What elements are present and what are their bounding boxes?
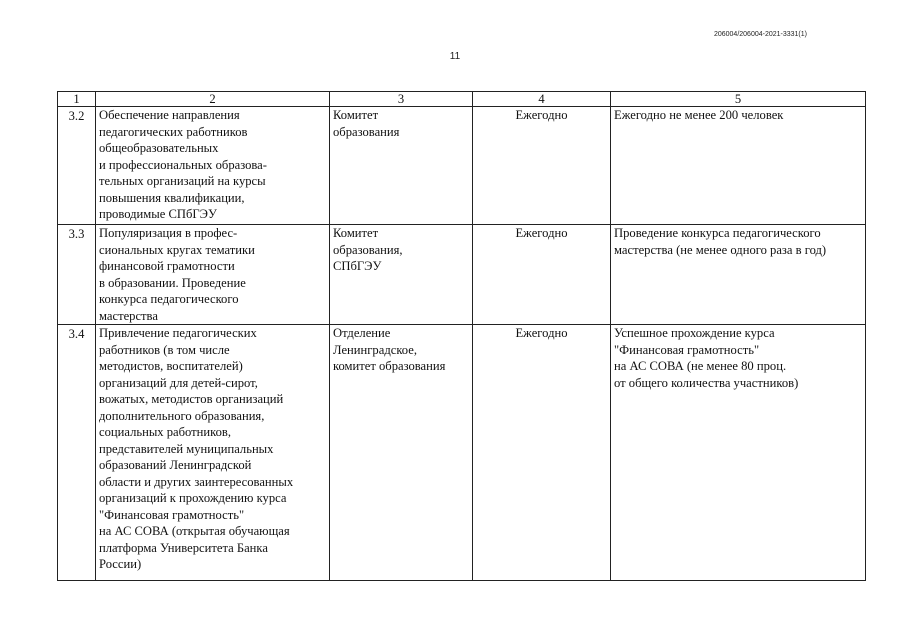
page-number: 11 bbox=[449, 51, 461, 62]
activity-line: образований Ленинградской bbox=[99, 458, 252, 472]
plan-table bbox=[57, 91, 866, 581]
executor-line: образования, bbox=[333, 242, 403, 257]
row-number-cell: 3.4 bbox=[58, 325, 96, 581]
result-line: Проведение конкурса педагогического bbox=[614, 226, 821, 240]
table-row bbox=[58, 107, 866, 225]
executor-cell bbox=[330, 225, 473, 325]
activity-line: на АС СОВА (открытая обучающая bbox=[99, 524, 290, 538]
executor-line: комитет образования bbox=[333, 359, 446, 373]
activity-line: и профессиональных образова- bbox=[99, 157, 267, 172]
activity-line: России) bbox=[99, 557, 142, 571]
row-number-cell: 3.3 bbox=[58, 225, 96, 325]
executor-cell bbox=[330, 107, 473, 225]
activity-line: в образовании. Проведение bbox=[99, 275, 246, 290]
activity-cell bbox=[96, 325, 330, 581]
table-row bbox=[58, 225, 866, 325]
executor-line: СПбГЭУ bbox=[333, 259, 382, 273]
executor-cell bbox=[330, 325, 473, 581]
activity-line: вожатых, методистов организаций bbox=[99, 392, 284, 406]
activity-line: методистов, воспитателей) bbox=[99, 359, 243, 373]
period-cell: Ежегодно bbox=[473, 325, 611, 581]
result-line: Ежегодно не менее 200 человек bbox=[614, 108, 784, 122]
activity-line: мастерства bbox=[99, 308, 158, 323]
activity-line: социальных работников, bbox=[99, 425, 232, 439]
activity-cell bbox=[96, 107, 330, 225]
activity-line: Обеспечение направления bbox=[99, 108, 240, 122]
activity-line: конкурса педагогического bbox=[99, 292, 239, 306]
activity-line: работников (в том числе bbox=[99, 342, 230, 357]
activity-line: представителей муниципальных bbox=[99, 441, 274, 456]
executor-line: Комитет bbox=[333, 226, 379, 240]
activity-line: общеобразовательных bbox=[99, 141, 219, 155]
activity-line: дополнительного образования, bbox=[99, 408, 265, 423]
activity-line: проводимые СПбГЭУ bbox=[99, 207, 217, 221]
result-line: от общего количества участников) bbox=[614, 375, 799, 390]
activity-line: организаций для детей-сирот, bbox=[99, 375, 258, 390]
activity-line: Привлечение педагогических bbox=[99, 326, 257, 340]
executor-line: Отделение bbox=[333, 326, 391, 340]
row-number-cell: 3.2 bbox=[58, 107, 96, 225]
executor-line: Комитет bbox=[333, 108, 379, 122]
activity-line: организаций к прохождению курса bbox=[99, 491, 287, 505]
activity-line: платформа Университета Банка bbox=[99, 540, 268, 555]
activity-line: сиональных кругах тематики bbox=[99, 242, 255, 257]
activity-line: области и других заинтересованных bbox=[99, 474, 294, 489]
executor-line: образования bbox=[333, 124, 400, 139]
result-cell bbox=[611, 325, 866, 581]
activity-line: повышения квалификации, bbox=[99, 190, 245, 205]
activity-line: "Финансовая грамотность" bbox=[99, 507, 245, 522]
result-line: на АС СОВА (не менее 80 проц. bbox=[614, 359, 787, 373]
document-id: 206004/206004-2021-3331(1) bbox=[713, 31, 807, 38]
result-line: "Финансовая грамотность" bbox=[614, 342, 760, 357]
activity-line: Популяризация в профес- bbox=[99, 226, 238, 240]
table-row bbox=[58, 325, 866, 581]
header-cell: 5 bbox=[611, 92, 866, 107]
result-line: Успешное прохождение курса bbox=[614, 326, 775, 340]
header-cell: 1 bbox=[58, 92, 96, 107]
activity-line: финансовой грамотности bbox=[99, 259, 235, 273]
period-cell: Ежегодно bbox=[473, 225, 611, 325]
activity-cell bbox=[96, 225, 330, 325]
activity-line: тельных организаций на курсы bbox=[99, 174, 266, 188]
header-cell: 2 bbox=[96, 92, 330, 107]
executor-line: Ленинградское, bbox=[333, 342, 417, 357]
period-cell: Ежегодно bbox=[473, 107, 611, 225]
result-line: мастерства (не менее одного раза в год) bbox=[614, 242, 827, 257]
table-header-row bbox=[58, 92, 866, 107]
header-cell: 4 bbox=[473, 92, 611, 107]
result-cell bbox=[611, 225, 866, 325]
header-cell: 3 bbox=[330, 92, 473, 107]
result-cell bbox=[611, 107, 866, 225]
activity-line: педагогических работников bbox=[99, 124, 248, 139]
